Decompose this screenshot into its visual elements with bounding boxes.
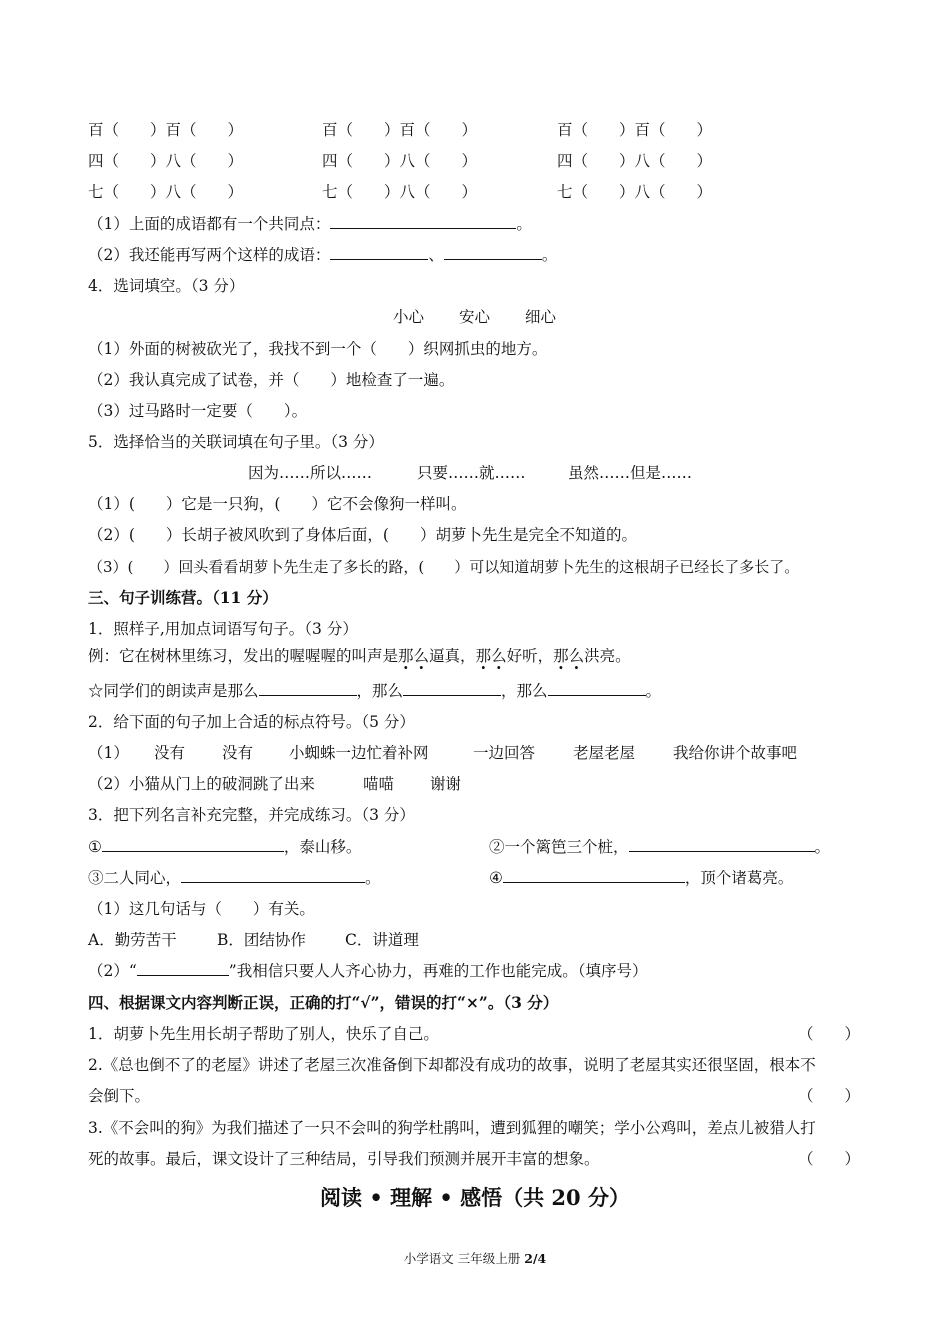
q4-item: （1）外面的树被砍光了，我找不到一个（ ）织网抓虫的地方。 — [88, 340, 548, 358]
answer-blank[interactable] — [102, 836, 284, 852]
judge-paren[interactable]: （ ） — [798, 1025, 861, 1043]
reading-section-title: 阅读 • 理解 • 感悟（共 20 分） — [320, 1185, 630, 1210]
idiom-cell: 七（ ）八（ ） — [322, 183, 478, 201]
q2-part: 没有 — [154, 744, 186, 762]
idiom-cell: 七（ ）八（ ） — [557, 183, 713, 201]
example-sentence: 例：它在树林里练习，发出的喔喔喔的叫声是那么逼真，那么好听，那么洪亮。 — [88, 647, 631, 665]
q2-part: （1） — [88, 744, 129, 762]
q4-item: （2）我认真完成了试卷，并（ ）地检查了一遍。 — [88, 371, 455, 389]
idiom-cell: 七（ ）八（ ） — [88, 183, 244, 201]
answer-blank[interactable] — [548, 680, 646, 696]
idiom-cell: 四（ ）八（ ） — [557, 152, 713, 170]
judge-item-1: 1．胡萝卜先生用长胡子帮助了别人，快乐了自己。 — [88, 1025, 439, 1043]
maxim-1: ① ，泰山移。 — [88, 838, 362, 856]
q4-item: （3）过马路时一定要（ ）。 — [88, 402, 308, 420]
q5-item: （3）( ）回头看看胡萝卜先生走了多长的路，( ）可以知道胡萝卜先生的这根胡子已经长了多长了。 — [88, 558, 800, 576]
answer-blank[interactable] — [629, 836, 815, 852]
q2-part: 小蜘蛛一边忙着补网 — [289, 744, 429, 762]
judge-item-2-cont: 会倒下。 — [88, 1087, 151, 1105]
word-option: 细心 — [525, 308, 557, 326]
s3-q1-heading: 1．照样子,用加点词语写句子。（3 分） — [88, 620, 358, 638]
q2-part: 一边回答 — [473, 744, 536, 762]
maxim-2: ②一个篱笆三个桩， 。 — [489, 838, 831, 856]
maxim-4: ④ ，顶个诸葛亮。 — [489, 869, 794, 887]
judge-item-2: 2.《总也倒不了的老屋》讲述了老屋三次准备倒下却都没有成功的故事，说明了老屋其实还很坚固，根本不 — [88, 1056, 816, 1074]
idiom-cell: 四（ ）八（ ） — [88, 152, 244, 170]
answer-blank[interactable] — [137, 960, 229, 976]
s3-q3-sub2: （2）“ ”我相信只要人人齐心协力，再难的工作也能完成。（填序号） — [88, 962, 648, 980]
word-option: 小心 — [393, 308, 425, 326]
option-c: C．讲道理 — [345, 931, 419, 949]
q2-part: 老屋老屋 — [573, 744, 636, 762]
q2-part: 我给你讲个故事吧 — [673, 744, 798, 762]
judge-paren[interactable]: （ ） — [798, 1150, 861, 1168]
star-sentence: ☆同学们的朗读声是那么 ，那么 ，那么 。 — [88, 682, 662, 700]
q3-sub1: （1）上面的成语都有一个共同点： 。 — [88, 215, 532, 233]
word-option: 安心 — [459, 308, 491, 326]
idiom-cell: 四（ ）八（ ） — [322, 152, 478, 170]
s3-q2-heading: 2．给下面的句子加上合适的标点符号。（5 分） — [88, 713, 415, 731]
answer-blank[interactable] — [259, 680, 357, 696]
judge-item-3: 3.《不会叫的狗》为我们描述了一只不会叫的狗学杜鹃叫，遭到狐狸的嘲笑；学小公鸡叫，差点儿被猎人打 — [88, 1119, 816, 1137]
q5-item: （2）( ）长胡子被风吹到了身体后面，( ）胡萝卜先生是完全不知道的。 — [88, 526, 637, 544]
s3-q3-sub1: （1）这几句话与（ ）有关。 — [88, 900, 315, 918]
q4-heading: 4．选词填空。（3 分） — [88, 277, 245, 295]
footer-subject: 小学语文 三年级上册 — [403, 1251, 521, 1266]
section4-heading: 四、根据课文内容判断正误，正确的打“√”，错误的打“×”。（3 分） — [88, 993, 559, 1012]
q2-part: （2）小猫从门上的破洞跳了出来 — [88, 775, 315, 793]
judge-item-3-cont: 死的故事。最后，课文设计了三种结局，引导我们预测并展开丰富的想象。 — [88, 1150, 600, 1168]
answer-blank[interactable] — [181, 867, 365, 883]
page-number: 2/4 — [524, 1251, 547, 1266]
q2-part: 谢谢 — [430, 775, 462, 793]
idiom-cell: 百（ ）百（ ） — [322, 121, 478, 139]
q5-item: （1）( ）它是一只狗，( ）它不会像狗一样叫。 — [88, 495, 467, 513]
answer-blank[interactable] — [330, 244, 428, 260]
option-a: A．勤劳苦干 — [88, 931, 177, 949]
answer-blank[interactable] — [330, 213, 516, 229]
word-option: 虽然……但是…… — [568, 464, 693, 482]
section3-heading: 三、句子训练营。（11 分） — [88, 588, 278, 607]
word-option: 只要……就…… — [417, 464, 526, 482]
answer-blank[interactable] — [503, 867, 685, 883]
q3-sub2: （2）我还能再写两个这样的成语： 、 。 — [88, 246, 558, 264]
page-footer — [0, 1250, 950, 1268]
word-option: 因为……所以…… — [248, 464, 373, 482]
judge-paren[interactable]: （ ） — [798, 1087, 861, 1105]
s3-q3-heading: 3．把下列名言补充完整，并完成练习。（3 分） — [88, 806, 415, 824]
maxim-3: ③二人同心， 。 — [88, 869, 381, 887]
answer-blank[interactable] — [444, 244, 542, 260]
q2-part: 没有 — [222, 744, 254, 762]
idiom-cell: 百（ ）百（ ） — [88, 121, 244, 139]
answer-blank[interactable] — [403, 680, 501, 696]
option-b: B．团结协作 — [217, 931, 306, 949]
q5-heading: 5．选择恰当的关联词填在句子里。（3 分） — [88, 433, 384, 451]
q2-part: 喵喵 — [363, 775, 395, 793]
idiom-cell: 百（ ）百（ ） — [557, 121, 713, 139]
